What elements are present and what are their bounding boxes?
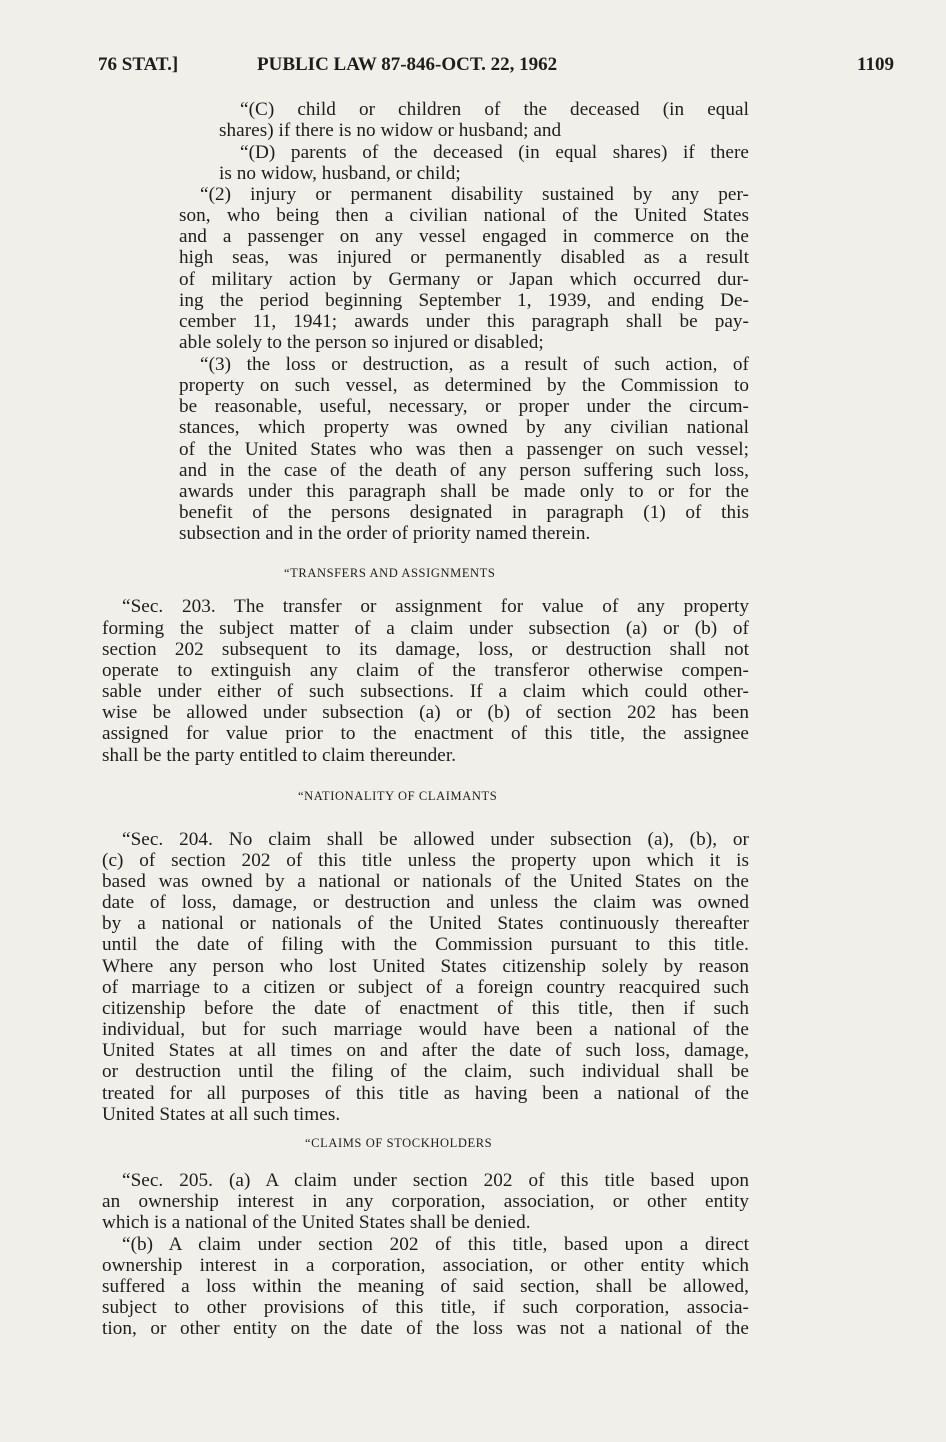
text-line: “(b) A claim under section 202 of this title, based upon a direct	[122, 1234, 749, 1255]
text-line: cember 11, 1941; awards under this paragraph shall be pay-	[179, 311, 749, 332]
text-line: shares) if there is no widow or husband; and	[219, 120, 562, 141]
text-line: treated for all purposes of this title as having been a national of the	[102, 1083, 749, 1104]
text-line: operate to extinguish any claim of the transferor otherwise compen-	[102, 660, 749, 681]
text-line: “(2) injury or permanent disability sustained by any per-	[200, 184, 749, 205]
text-line: which is a national of the United States shall be denied.	[102, 1212, 531, 1233]
text-line: shall be the party entitled to claim thereunder.	[102, 745, 457, 766]
text-line: tion, or other entity on the date of the loss was not a national of the	[102, 1318, 749, 1339]
text-line: stances, which property was owned by any civilian national	[179, 417, 749, 438]
text-line: subsection and in the order of priority named therein.	[179, 523, 591, 544]
text-line: high seas, was injured or permanently disabled as a result	[179, 247, 749, 268]
text-line: or destruction until the filing of the claim, such individual shall be	[102, 1061, 749, 1082]
text-line: ing the period beginning September 1, 1939, and ending De-	[179, 290, 749, 311]
text-line: individual, but for such marriage would have been a national of the	[102, 1019, 749, 1040]
text-line: of marriage to a citizen or subject of a foreign country reacquired such	[102, 977, 749, 998]
text-line: “Sec. 205. (a) A claim under section 202 of this title based upon	[122, 1170, 749, 1191]
text-line: citizenship before the date of enactment of this title, then if such	[102, 998, 749, 1019]
law-title: PUBLIC LAW 87-846-OCT. 22, 1962	[257, 54, 558, 75]
text-line: “(3) the loss or destruction, as a result of such action, of	[200, 354, 749, 375]
text-line: sable under either of such subsections. If a claim which could other-	[102, 681, 749, 702]
text-line: assigned for value prior to the enactment of this title, the assignee	[102, 723, 749, 744]
section-heading-transfers: “TRANSFERS AND ASSIGNMENTS	[284, 566, 496, 580]
text-line: by a national or nationals of the United States continuously thereafter	[102, 913, 749, 934]
text-line: ownership interest in a corporation, association, or other entity which	[102, 1255, 749, 1276]
statute-volume: 76 STAT.]	[98, 54, 179, 75]
text-line: “(C) child or children of the deceased (in equal	[240, 99, 749, 120]
text-line: and in the case of the death of any person suffering such loss,	[179, 460, 749, 481]
text-line: son, who being then a civilian national of the United States	[179, 205, 749, 226]
text-line: of military action by Germany or Japan which occurred dur-	[179, 269, 749, 290]
page-number: 1109	[857, 54, 894, 75]
text-line: and a passenger on any vessel engaged in commerce on the	[179, 226, 749, 247]
text-line: section 202 subsequent to its damage, loss, or destruction shall not	[102, 639, 749, 660]
text-line: is no widow, husband, or child;	[219, 163, 461, 184]
text-line: date of loss, damage, or destruction and unless the claim was owned	[102, 892, 749, 913]
text-line: wise be allowed under subsection (a) or (b) of section 202 has been	[102, 702, 749, 723]
text-line: United States at all times on and after the date of such loss, damage,	[102, 1040, 749, 1061]
text-line: of the United States who was then a passenger on such vessel;	[179, 439, 749, 460]
text-line: Where any person who lost United States citizenship solely by reason	[102, 956, 749, 977]
text-line: based was owned by a national or nationals of the United States on the	[102, 871, 749, 892]
text-line: be reasonable, useful, necessary, or proper under the circum-	[179, 396, 749, 417]
text-line: “Sec. 204. No claim shall be allowed under subsection (a), (b), or	[122, 829, 749, 850]
text-line: awards under this paragraph shall be made only to or for the	[179, 481, 749, 502]
section-heading-stockholders: “CLAIMS OF STOCKHOLDERS	[305, 1136, 493, 1150]
section-heading-nationality: “NATIONALITY OF CLAIMANTS	[298, 789, 498, 803]
text-line: United States at all such times.	[102, 1104, 341, 1125]
text-line: benefit of the persons designated in paragraph (1) of this	[179, 502, 749, 523]
text-line: “(D) parents of the deceased (in equal shares) if there	[240, 142, 749, 163]
text-line: suffered a loss within the meaning of said section, shall be allowed,	[102, 1276, 749, 1297]
text-line: an ownership interest in any corporation, association, or other entity	[102, 1191, 749, 1212]
text-line: (c) of section 202 of this title unless the property upon which it is	[102, 850, 749, 871]
text-line: forming the subject matter of a claim under subsection (a) or (b) of	[102, 618, 749, 639]
text-line: until the date of filing with the Commission pursuant to this title.	[102, 934, 749, 955]
text-line: able solely to the person so injured or disabled;	[179, 332, 544, 353]
running-header	[98, 54, 894, 80]
text-line: subject to other provisions of this title, if such corporation, associa-	[102, 1297, 749, 1318]
text-line: “Sec. 203. The transfer or assignment for value of any property	[122, 596, 749, 617]
text-line: property on such vessel, as determined by the Commission to	[179, 375, 749, 396]
